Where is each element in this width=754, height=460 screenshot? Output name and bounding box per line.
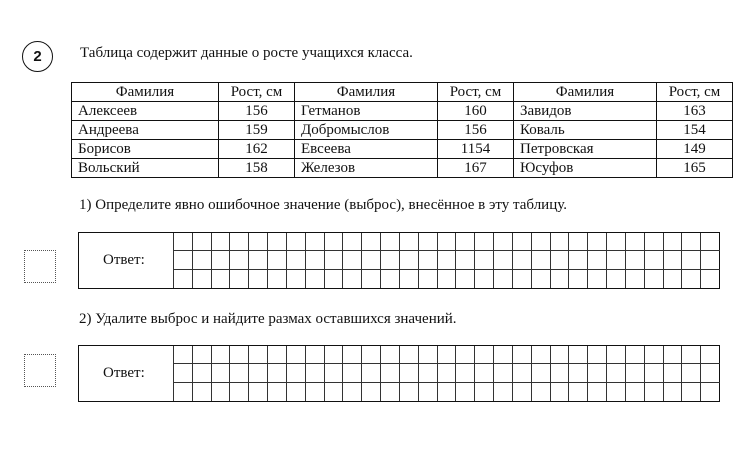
table-cell: 158 (219, 159, 295, 178)
table-cell: 154 (657, 121, 733, 140)
answer-cell[interactable] (607, 383, 626, 401)
table-cell: Андреева (72, 121, 219, 140)
score-box-1[interactable] (24, 250, 56, 283)
answer-cell[interactable] (475, 251, 494, 269)
table-row (72, 102, 733, 121)
answer-box-1[interactable] (78, 232, 720, 289)
answer-cell[interactable] (532, 364, 551, 382)
answer-cell[interactable] (513, 364, 532, 382)
answer-cell[interactable] (362, 251, 381, 269)
answer-cell[interactable] (701, 233, 720, 251)
answer-cell[interactable] (193, 346, 212, 364)
answer-cell[interactable] (230, 251, 249, 269)
answer-cell[interactable] (325, 346, 344, 364)
answer-cell[interactable] (569, 233, 588, 251)
answer-cell[interactable] (381, 270, 400, 288)
answer-cell[interactable] (287, 364, 306, 382)
answer-cell[interactable] (682, 233, 701, 251)
answer-cell[interactable] (513, 233, 532, 251)
answer-cell[interactable] (532, 383, 551, 401)
answer-cell[interactable] (193, 270, 212, 288)
table-row (72, 121, 733, 140)
answer-cell[interactable] (626, 251, 645, 269)
answer-cell[interactable] (456, 270, 475, 288)
answer-cell[interactable] (306, 346, 325, 364)
answer-cell[interactable] (212, 233, 231, 251)
answer-cell[interactable] (532, 346, 551, 364)
answer-cell[interactable] (230, 270, 249, 288)
answer-cell[interactable] (607, 233, 626, 251)
answer-cell[interactable] (569, 364, 588, 382)
answer-cell[interactable] (588, 251, 607, 269)
answer-cell[interactable] (682, 251, 701, 269)
answer-grid-1[interactable] (173, 233, 720, 288)
height-data-table (71, 82, 733, 178)
table-cell: Алексеев (72, 102, 219, 121)
answer-cell[interactable] (212, 383, 231, 401)
answer-cell[interactable] (174, 251, 193, 269)
question-2-text: 2) Удалите выброс и найдите размах оставшихся значений. (79, 311, 457, 327)
answer-cell[interactable] (268, 251, 287, 269)
answer-cell[interactable] (306, 270, 325, 288)
answer-cell[interactable] (362, 233, 381, 251)
answer-cell[interactable] (193, 233, 212, 251)
answer-cell[interactable] (664, 364, 683, 382)
answer-cell[interactable] (343, 346, 362, 364)
answer-cell[interactable] (381, 364, 400, 382)
column-header: Фамилия (295, 83, 438, 102)
answer-cell[interactable] (249, 346, 268, 364)
answer-cell[interactable] (551, 270, 570, 288)
answer-cell[interactable] (400, 346, 419, 364)
answer-cell[interactable] (513, 270, 532, 288)
answer-cell[interactable] (400, 251, 419, 269)
answer-cell[interactable] (532, 233, 551, 251)
answer-cell[interactable] (456, 364, 475, 382)
column-header: Фамилия (72, 83, 219, 102)
answer-cell[interactable] (212, 364, 231, 382)
table-cell: 1154 (438, 140, 514, 159)
answer-cell[interactable] (287, 383, 306, 401)
table-cell: 165 (657, 159, 733, 178)
answer-cell[interactable] (664, 233, 683, 251)
answer-cell[interactable] (174, 383, 193, 401)
answer-cell[interactable] (400, 233, 419, 251)
answer-cell[interactable] (230, 383, 249, 401)
answer-cell[interactable] (174, 346, 193, 364)
answer-cell[interactable] (343, 383, 362, 401)
answer-cell[interactable] (212, 270, 231, 288)
answer-cell[interactable] (607, 251, 626, 269)
answer-cell[interactable] (607, 364, 626, 382)
column-header: Рост, см (219, 83, 295, 102)
answer-cell[interactable] (325, 251, 344, 269)
answer-cell[interactable] (438, 251, 457, 269)
answer-cell[interactable] (362, 346, 381, 364)
task-intro-text: Таблица содержит данные о росте учащихся класса. (80, 45, 413, 61)
answer-label: Ответ: (103, 252, 145, 268)
answer-cell[interactable] (306, 251, 325, 269)
column-header: Рост, см (657, 83, 733, 102)
answer-cell[interactable] (701, 270, 720, 288)
answer-cell[interactable] (456, 233, 475, 251)
answer-cell[interactable] (438, 383, 457, 401)
answer-cell[interactable] (513, 251, 532, 269)
answer-cell[interactable] (325, 364, 344, 382)
answer-cell[interactable] (475, 346, 494, 364)
answer-cell[interactable] (193, 251, 212, 269)
answer-cell[interactable] (306, 233, 325, 251)
answer-cell[interactable] (701, 346, 720, 364)
answer-cell[interactable] (343, 233, 362, 251)
task-number: 2 (33, 48, 42, 65)
answer-cell[interactable] (494, 383, 513, 401)
answer-cell[interactable] (475, 383, 494, 401)
answer-cell[interactable] (268, 364, 287, 382)
answer-cell[interactable] (325, 233, 344, 251)
answer-cell[interactable] (551, 364, 570, 382)
answer-cell[interactable] (682, 346, 701, 364)
answer-cell[interactable] (438, 364, 457, 382)
answer-cell[interactable] (249, 270, 268, 288)
answer-cell[interactable] (419, 364, 438, 382)
answer-cell[interactable] (588, 233, 607, 251)
answer-cell[interactable] (381, 383, 400, 401)
answer-cell[interactable] (626, 233, 645, 251)
answer-cell[interactable] (494, 233, 513, 251)
table-cell: Добромыслов (295, 121, 438, 140)
answer-cell[interactable] (475, 233, 494, 251)
answer-cell[interactable] (607, 270, 626, 288)
answer-cell[interactable] (193, 383, 212, 401)
question-1-text: 1) Определите явно ошибочное значение (выброс), внесённое в эту таблицу. (79, 197, 567, 213)
answer-cell[interactable] (494, 346, 513, 364)
answer-cell[interactable] (325, 383, 344, 401)
answer-cell[interactable] (249, 251, 268, 269)
table-cell: Петровская (514, 140, 657, 159)
answer-cell[interactable] (381, 233, 400, 251)
table-cell: 149 (657, 140, 733, 159)
answer-cell[interactable] (494, 270, 513, 288)
answer-cell[interactable] (513, 383, 532, 401)
answer-cell[interactable] (381, 251, 400, 269)
answer-cell[interactable] (551, 233, 570, 251)
answer-cell[interactable] (551, 383, 570, 401)
table-cell: Коваль (514, 121, 657, 140)
answer-cell[interactable] (588, 270, 607, 288)
answer-cell[interactable] (400, 383, 419, 401)
table-cell: Вольский (72, 159, 219, 178)
answer-cell[interactable] (588, 364, 607, 382)
answer-cell[interactable] (682, 383, 701, 401)
answer-cell[interactable] (193, 364, 212, 382)
answer-cell[interactable] (551, 346, 570, 364)
answer-cell[interactable] (701, 364, 720, 382)
table-cell: 156 (219, 102, 295, 121)
answer-cell[interactable] (212, 251, 231, 269)
answer-cell[interactable] (626, 270, 645, 288)
answer-cell[interactable] (682, 270, 701, 288)
answer-cell[interactable] (306, 383, 325, 401)
answer-grid-2[interactable] (173, 346, 720, 401)
answer-cell[interactable] (626, 346, 645, 364)
answer-cell[interactable] (230, 364, 249, 382)
answer-cell[interactable] (174, 233, 193, 251)
answer-cell[interactable] (325, 270, 344, 288)
answer-cell[interactable] (419, 251, 438, 269)
answer-cell[interactable] (569, 251, 588, 269)
answer-cell[interactable] (532, 251, 551, 269)
answer-cell[interactable] (419, 233, 438, 251)
answer-cell[interactable] (645, 270, 664, 288)
answer-cell[interactable] (645, 251, 664, 269)
answer-cell[interactable] (701, 383, 720, 401)
answer-cell[interactable] (438, 270, 457, 288)
answer-cell[interactable] (419, 270, 438, 288)
answer-cell[interactable] (419, 383, 438, 401)
answer-cell[interactable] (249, 364, 268, 382)
answer-box-2[interactable] (78, 345, 720, 402)
answer-cell[interactable] (664, 270, 683, 288)
answer-cell[interactable] (588, 346, 607, 364)
answer-cell[interactable] (456, 251, 475, 269)
answer-cell[interactable] (362, 270, 381, 288)
answer-cell[interactable] (268, 270, 287, 288)
answer-cell[interactable] (569, 346, 588, 364)
answer-cell[interactable] (438, 233, 457, 251)
answer-cell[interactable] (400, 270, 419, 288)
table-cell: 167 (438, 159, 514, 178)
answer-cell[interactable] (456, 383, 475, 401)
answer-cell[interactable] (569, 383, 588, 401)
answer-cell[interactable] (475, 270, 494, 288)
answer-cell[interactable] (287, 251, 306, 269)
table-cell: 162 (219, 140, 295, 159)
answer-cell[interactable] (230, 346, 249, 364)
answer-cell[interactable] (362, 383, 381, 401)
answer-cell[interactable] (287, 270, 306, 288)
answer-cell[interactable] (268, 233, 287, 251)
answer-cell[interactable] (249, 233, 268, 251)
table-cell: 163 (657, 102, 733, 121)
answer-cell[interactable] (438, 346, 457, 364)
answer-cell[interactable] (362, 364, 381, 382)
table-cell: Железов (295, 159, 438, 178)
answer-cell[interactable] (249, 383, 268, 401)
answer-cell[interactable] (287, 346, 306, 364)
answer-cell[interactable] (268, 346, 287, 364)
answer-cell[interactable] (343, 364, 362, 382)
answer-cell[interactable] (287, 233, 306, 251)
answer-cell[interactable] (456, 346, 475, 364)
answer-cell[interactable] (551, 251, 570, 269)
table-cell: Завидов (514, 102, 657, 121)
answer-cell[interactable] (494, 251, 513, 269)
answer-cell[interactable] (645, 383, 664, 401)
table-row (72, 159, 733, 178)
table-header-row (72, 83, 733, 102)
answer-cell[interactable] (626, 364, 645, 382)
table-row (72, 140, 733, 159)
answer-cell[interactable] (343, 251, 362, 269)
task-number-badge (22, 41, 53, 72)
table-cell: Гетманов (295, 102, 438, 121)
column-header: Рост, см (438, 83, 514, 102)
answer-cell[interactable] (664, 383, 683, 401)
answer-cell[interactable] (569, 270, 588, 288)
answer-cell[interactable] (494, 364, 513, 382)
table-cell: Евсеева (295, 140, 438, 159)
table-cell: 159 (219, 121, 295, 140)
column-header: Фамилия (514, 83, 657, 102)
table-cell: Борисов (72, 140, 219, 159)
answer-cell[interactable] (475, 364, 494, 382)
score-box-2[interactable] (24, 354, 56, 387)
answer-cell[interactable] (664, 251, 683, 269)
answer-cell[interactable] (532, 270, 551, 288)
answer-cell[interactable] (174, 364, 193, 382)
table-cell: 156 (438, 121, 514, 140)
answer-cell[interactable] (645, 233, 664, 251)
answer-cell[interactable] (588, 383, 607, 401)
answer-cell[interactable] (400, 364, 419, 382)
answer-cell[interactable] (419, 346, 438, 364)
answer-cell[interactable] (381, 346, 400, 364)
answer-label: Ответ: (103, 365, 145, 381)
answer-cell[interactable] (682, 364, 701, 382)
answer-cell[interactable] (306, 364, 325, 382)
answer-cell[interactable] (212, 346, 231, 364)
answer-cell[interactable] (664, 346, 683, 364)
answer-cell[interactable] (513, 346, 532, 364)
answer-cell[interactable] (645, 346, 664, 364)
answer-cell[interactable] (607, 346, 626, 364)
answer-cell[interactable] (268, 383, 287, 401)
answer-cell[interactable] (230, 233, 249, 251)
table-cell: 160 (438, 102, 514, 121)
answer-cell[interactable] (626, 383, 645, 401)
table-cell: Юсуфов (514, 159, 657, 178)
answer-cell[interactable] (645, 364, 664, 382)
answer-cell[interactable] (343, 270, 362, 288)
answer-cell[interactable] (174, 270, 193, 288)
answer-cell[interactable] (701, 251, 720, 269)
